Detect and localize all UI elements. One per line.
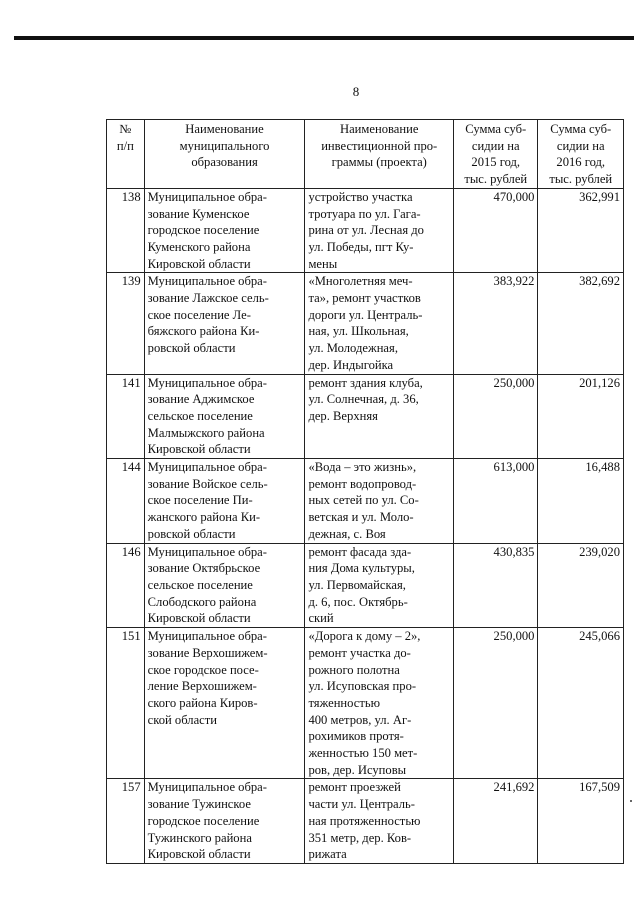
cell-line: ровской области bbox=[147, 526, 236, 541]
cell-line: ского района Киров- bbox=[147, 695, 258, 710]
cell-line: 351 метр, дер. Ков- bbox=[308, 830, 412, 845]
municipality-cell bbox=[144, 459, 305, 544]
cell-line: ское городское посе- bbox=[147, 662, 259, 677]
cell-line: городское поселение bbox=[147, 813, 260, 828]
cell-line: Муниципальное обра- bbox=[147, 780, 267, 795]
cell-line: ремонт участка до- bbox=[308, 645, 411, 660]
municipality-cell bbox=[144, 779, 305, 864]
cell-line: образования bbox=[191, 155, 258, 170]
cell-line: тротуара по ул. Гага- bbox=[308, 206, 421, 221]
cell-line: бяжского района Ки- bbox=[147, 324, 260, 339]
cell-line: ров, дер. Исуповы bbox=[308, 762, 407, 777]
table-header-row bbox=[107, 120, 624, 189]
cell-line: зование Войское сель- bbox=[147, 476, 268, 491]
program-cell bbox=[305, 628, 454, 779]
cell-line: сельское поселение bbox=[147, 577, 253, 592]
table-body bbox=[107, 188, 624, 863]
cell-line: д. 6, пос. Октябрь- bbox=[308, 594, 408, 609]
cell-line: ремонт проезжей bbox=[308, 780, 401, 795]
sum-2015-cell: 470,000 bbox=[454, 188, 538, 273]
cell-line: тыс. рублей bbox=[464, 172, 528, 187]
cell-line: № bbox=[119, 122, 132, 136]
cell-line: инвестиционной про- bbox=[321, 138, 438, 153]
cell-line: зование Лажское сель- bbox=[147, 291, 269, 306]
cell-line: Муниципальное обра- bbox=[147, 460, 267, 475]
cell-line: ная протяженностью bbox=[308, 813, 421, 828]
cell-line: ремонт здания клуба, bbox=[308, 375, 423, 390]
cell-line: ветская и ул. Моло- bbox=[308, 510, 414, 525]
program-cell bbox=[305, 273, 454, 374]
cell-line: городское поселение bbox=[147, 223, 260, 238]
cell-line: п/п bbox=[116, 138, 134, 153]
cell-line: ское поселение Пи- bbox=[147, 493, 253, 508]
row-number: 146 bbox=[107, 543, 145, 628]
cell-line: мены bbox=[308, 256, 338, 271]
program-cell bbox=[305, 543, 454, 628]
cell-line: Муниципальное обра- bbox=[147, 544, 267, 559]
cell-line: Кировской области bbox=[147, 256, 251, 271]
row-number: 141 bbox=[107, 374, 145, 459]
sum-2015-cell: 383,922 bbox=[454, 273, 538, 374]
table-row bbox=[107, 374, 624, 459]
row-number: 139 bbox=[107, 273, 145, 374]
cell-line: тяженностью bbox=[308, 695, 381, 710]
sum-2016-cell: 16,488 bbox=[538, 459, 624, 544]
cell-line: Муниципальное обра- bbox=[147, 375, 267, 390]
row-number: 151 bbox=[107, 628, 145, 779]
header-sum-2015 bbox=[454, 120, 538, 189]
cell-line: ской области bbox=[147, 712, 217, 727]
row-number: 157 bbox=[107, 779, 145, 864]
table-row bbox=[107, 188, 624, 273]
table-row bbox=[107, 628, 624, 779]
program-cell bbox=[305, 779, 454, 864]
cell-line: ных сетей по ул. Со- bbox=[308, 493, 419, 508]
cell-line: Кировской области bbox=[147, 611, 251, 626]
cell-line: ул. Первомайская, bbox=[308, 577, 406, 592]
cell-line: жанского района Ки- bbox=[147, 510, 261, 525]
sum-2016-cell: 382,692 bbox=[538, 273, 624, 374]
header-sum-2016 bbox=[538, 120, 624, 189]
cell-line: Слободского района bbox=[147, 594, 257, 609]
cell-line: 2016 год, bbox=[556, 155, 606, 170]
cell-line: ния Дома культуры, bbox=[308, 561, 415, 576]
cell-line: 400 метров, ул. Аг- bbox=[308, 712, 412, 727]
cell-line: дороги ул. Централь- bbox=[308, 307, 423, 322]
cell-line: ский bbox=[308, 611, 334, 626]
cell-line: Муниципальное обра- bbox=[147, 629, 267, 644]
municipality-cell bbox=[144, 374, 305, 459]
sum-2016-cell: 201,126 bbox=[538, 374, 624, 459]
cell-line: ул. Исуповская про- bbox=[308, 679, 417, 694]
cell-line: зование Аджимское bbox=[147, 392, 255, 407]
cell-line: ское поселение Ле- bbox=[147, 307, 251, 322]
municipality-cell bbox=[144, 188, 305, 273]
table-row bbox=[107, 273, 624, 374]
cell-line: рина от ул. Лесная до bbox=[308, 223, 424, 238]
cell-line: ремонт водопровод- bbox=[308, 476, 417, 491]
cell-line: рохимиков протя- bbox=[308, 729, 404, 744]
cell-line: зование Верхошижем- bbox=[147, 645, 268, 660]
row-number: 138 bbox=[107, 188, 145, 273]
cell-line: Кировской области bbox=[147, 442, 251, 457]
cell-line: устройство участка bbox=[308, 189, 413, 204]
municipality-cell bbox=[144, 273, 305, 374]
cell-line: зование Тужинское bbox=[147, 797, 251, 812]
cell-line: Муниципальное обра- bbox=[147, 274, 267, 289]
cell-line: сельское поселение bbox=[147, 408, 253, 423]
cell-line: ремонт фасада зда- bbox=[308, 544, 412, 559]
cell-line: рожного полотна bbox=[308, 662, 400, 677]
sum-2016-cell: 362,991 bbox=[538, 188, 624, 273]
cell-line: Тужинского района bbox=[147, 830, 252, 845]
cell-line: Сумма суб- bbox=[550, 122, 612, 136]
cell-line: ровской области bbox=[147, 341, 236, 356]
cell-line: тыс. рублей bbox=[549, 172, 613, 187]
cell-line: дежная, с. Воя bbox=[308, 526, 386, 541]
cell-line: Наименование bbox=[339, 122, 419, 136]
cell-line: сидии на bbox=[556, 138, 605, 153]
cell-line: ул. Победы, пгт Ку- bbox=[308, 239, 414, 254]
cell-line: Куменского района bbox=[147, 239, 251, 254]
table-row bbox=[107, 779, 624, 864]
cell-line: ление Верхошижем- bbox=[147, 679, 257, 694]
cell-line: муниципального bbox=[179, 138, 270, 153]
sum-2015-cell: 250,000 bbox=[454, 628, 538, 779]
cell-line: «Дорога к дому – 2», bbox=[308, 629, 421, 644]
cell-line: та», ремонт участков bbox=[308, 291, 421, 306]
cell-line: 2015 год, bbox=[471, 155, 521, 170]
cell-line: ул. Молодежная, bbox=[308, 341, 398, 356]
cell-line: ул. Солнечная, д. 36, bbox=[308, 392, 419, 407]
municipality-cell bbox=[144, 628, 305, 779]
sum-2015-cell: 613,000 bbox=[454, 459, 538, 544]
cell-line: дер. Индыгойка bbox=[308, 357, 394, 372]
sum-2015-cell: 241,692 bbox=[454, 779, 538, 864]
cell-line: Кировской области bbox=[147, 847, 251, 862]
cell-line: рижата bbox=[308, 847, 347, 862]
table-row bbox=[107, 543, 624, 628]
cell-line: Малмыжского района bbox=[147, 425, 265, 440]
cell-line: Наименование bbox=[185, 122, 264, 136]
cell-line: граммы (проекта) bbox=[331, 155, 427, 170]
sum-2016-cell: 167,509 bbox=[538, 779, 624, 864]
cell-line: сидии на bbox=[471, 138, 520, 153]
top-rule bbox=[14, 36, 634, 40]
header-number bbox=[107, 120, 145, 189]
subsidy-table bbox=[106, 119, 624, 864]
sum-2015-cell: 250,000 bbox=[454, 374, 538, 459]
table-row bbox=[107, 459, 624, 544]
program-cell bbox=[305, 374, 454, 459]
cell-line: женностью 150 мет- bbox=[308, 746, 418, 761]
cell-line: ная, ул. Школьная, bbox=[308, 324, 409, 339]
municipality-cell bbox=[144, 543, 305, 628]
sum-2016-cell: 239,020 bbox=[538, 543, 624, 628]
cell-line: «Вода – это жизнь», bbox=[308, 460, 417, 475]
program-cell bbox=[305, 459, 454, 544]
cell-line: «Многолетняя меч- bbox=[308, 274, 413, 289]
header-program bbox=[305, 120, 454, 189]
header-municipality bbox=[144, 120, 305, 189]
cell-line: зование Октябрьское bbox=[147, 561, 261, 576]
cell-line: Сумма суб- bbox=[465, 122, 527, 136]
sum-2016-cell: 245,066 bbox=[538, 628, 624, 779]
row-number: 144 bbox=[107, 459, 145, 544]
program-cell bbox=[305, 188, 454, 273]
cell-line: Муниципальное обра- bbox=[147, 189, 267, 204]
scan-speck bbox=[630, 800, 632, 802]
cell-line: части ул. Централь- bbox=[308, 797, 415, 812]
cell-line: дер. Верхняя bbox=[308, 408, 378, 423]
cell-line: зование Куменское bbox=[147, 206, 250, 221]
page-number: 8 bbox=[352, 84, 360, 99]
sum-2015-cell: 430,835 bbox=[454, 543, 538, 628]
